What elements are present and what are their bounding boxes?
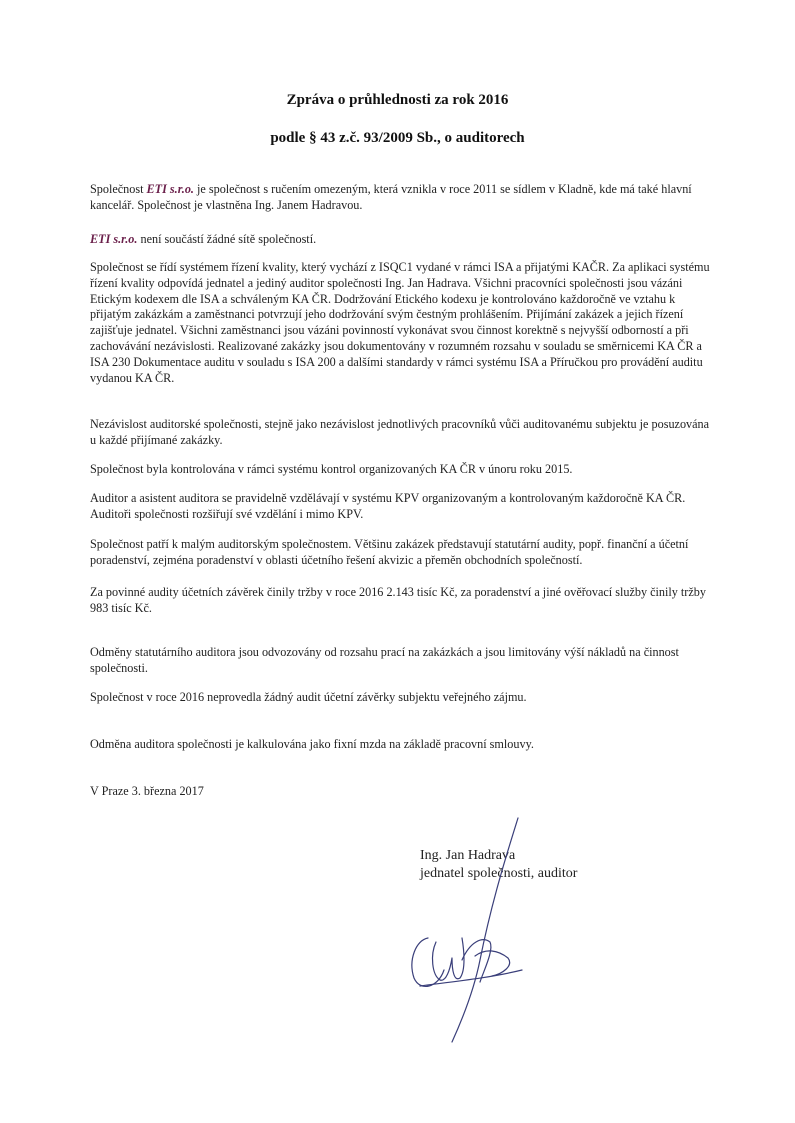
paragraph-company-size: Společnost patří k malým auditorským společnostem. Většinu zakázek představují statutární audity, popř. finanční a účetní poradenství, zejména poradenství v oblasti účetního řešení akvizic a přeměn obchodních společností. — [90, 537, 689, 567]
paragraph-revenue: Za povinné audity účetních závěrek činily tržby v roce 2016 2.143 tisíc Kč, za poradenství a jiné ověřovací služby činily tržby 983 tisíc Kč. — [90, 585, 706, 615]
paragraph-education: Auditor a asistent auditora se pravidelně vzdělávají v systému KPV organizovaným a kontrolovaným každoročně KA ČR. Auditoři společnosti rozšiřují své vzdělání i mimo KPV. — [90, 491, 686, 521]
signatory-name: Ing. Jan Hadrava — [420, 848, 516, 863]
handwritten-signature — [380, 810, 540, 1050]
paragraph-intro: Společnost ETI s.r.o. je společnost s ručením omezeným, která vznikla v roce 2011 se sídlem v Kladně, kde má také hlavní kancelář. Společnost je vlastněna Ing. Janem Hadravou. — [90, 182, 692, 212]
paragraph-independence: Nezávislost auditorské společnosti, stejně jako nezávislost jednotlivých pracovníků vůči auditovanému subjektu je posuzována u každé přijímané zakázky. — [90, 417, 710, 447]
paragraph-remuneration: Odměny statutárního auditora jsou odvozovány od rozsahu prací na zakázkách a jsou limitovány výší nákladů na činnost společnosti. — [90, 645, 679, 675]
company-name: ETI s.r.o. — [146, 182, 194, 196]
document-subtitle: podle § 43 z.č. 93/2009 Sb., o auditorech — [270, 130, 525, 146]
paragraph-inspection: Společnost byla kontrolována v rámci systému kontrol organizovaných KA ČR v únoru roku 2015. — [90, 462, 573, 476]
place-date: V Praze 3. března 2017 — [90, 784, 204, 798]
paragraph-auditor-pay: Odměna auditora společnosti je kalkulována jako fixní mzda na základě pracovní smlouvy. — [90, 737, 534, 751]
paragraph-quality-system: Společnost se řídí systémem řízení kvality, který vychází z ISQC1 vydané v rámci ISA a přijatými KAČR. Za aplikaci systému řízení kvality odpovídá jednatel a jediný auditor společnosti Ing. Jan Hadrava. Všichni pracovníci společnosti jsou vázáni Etickým kodexem dle ISA a schváleným KA ČR. Dodržování Etického kodexu je kontrolováno každoročně ve vztahu k přijatým zakázkám a zaměstnanci potvrzují jeho dodržování svým čestným prohlášením. Přijímání zakázek a jejich řízení zajišťuje jednatel. Všichni zaměstnanci jsou vázáni povinností vykonávat svou činnost korektně s nejvyšší odborností a při zachovávání nezávislosti. Realizované zakázky jsou dokumentovány v rozumném rozsahu v souladu se směrnicemi KA ČR a ISA 230 Dokumentace auditu v souladu s ISA 200 a dalšími standardy v rámci systému ISA a Příručkou pro provádění auditu vydanou KA ČR. — [90, 260, 710, 385]
company-name: ETI s.r.o. — [90, 232, 138, 246]
paragraph-public-interest: Společnost v roce 2016 neprovedla žádný audit účetní závěrky subjektu veřejného zájmu. — [90, 690, 527, 704]
document-title: Zpráva o průhlednosti za rok 2016 — [286, 92, 509, 108]
signatory-role: jednatel společnosti, auditor — [420, 866, 578, 881]
paragraph-network: ETI s.r.o. není součástí žádné sítě společností. — [90, 232, 317, 246]
